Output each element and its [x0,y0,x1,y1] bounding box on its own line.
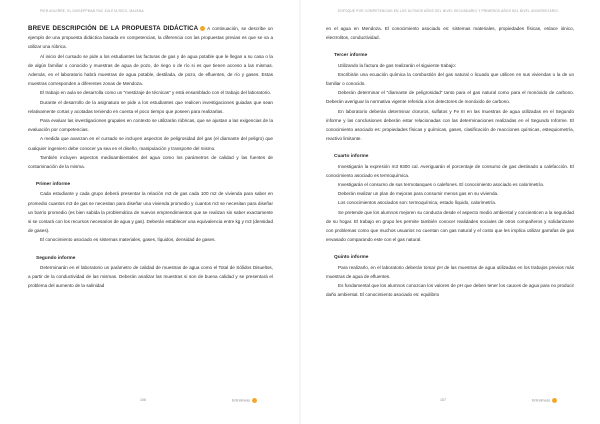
paragraph: Investigarán el consumo de sus termotanques o calefones. El conocimiento asociado es calorimetría. [338,182,545,188]
paragraph: Durante el desarrollo de la asignatura se pide a los estudiantes que realicen investigaciones guiadas que sean relativamente cortas y acotadas teniendo en cuenta el poco tiempo que poseen para realizarlas. [28,99,273,114]
paragraph: A medida que avanzan en el cursado se incluyen aspectos de peligrosidad del gas (el diamante del peligro) que cualquier ingeniero debe conocer ya sea en el diseño, manipulación y transporte del mismo. [28,136,273,151]
subheading-tercer-informe: Tercer informe [334,53,368,59]
paragraph: Deberán determinar el "diamante de peligrosidad" tanto para el gas natural como para el monóxido de carbono. Deberán averiguar la normativa vigente referida a los detectores de monóxido de carbono. [326,90,574,105]
paragraph: Para evaluar las investigaciones grupales en contexto se utilizarán rúbricas, que se ajustan a las exigencias de la evaluación por competencias. [28,118,273,133]
running-head-left: PIER AGUIRRE, EL DISSEPPMAN PAC ZULETA RICO, MALENA [40,9,144,13]
paragraph: También incluyen aspectos medioambientales del agua como los parámetros de calidad y las fuentes de contaminación de la misma. [28,154,273,170]
paragraph: Se pretende que los alumnos mejoren su conducta desde el aspecto medio ambiental y concienticen a la seguridad de su hogar. El trabajo en grupo les permite también conocer realidades sociales de otros compañeros y solidarizarse con problemas como que muchos usuarios no cuentan con gas natural y el costo que les implica utilizar garrafas de gas envasado comparando este con el gas natural. [326,209,574,243]
paragraph: Escribirán una ecuación química la combustión del gas natural o licuado que utilicen en sus viviendas o la de un familiar o conocido. [326,71,574,87]
paragraph: Es fundamental que los alumnos conozcan los valores de pH que deben tener los cauces de agua para no producir daño ambiental. El conocimiento asociado es: equilibrio [326,283,574,298]
footer-brand-left [232,398,257,403]
brand-name: Entrelíneas [232,398,251,403]
paragraph: Cada estudiante y cada grupo deberá presentar la relación m3 de gas cada 100 m2 de vivienda para saber en promedio cuantos m3 de gas se necesitan para diseñar una vivienda promedio y cuantos m3 se necesitan para diseñar un barrio promedio (es bien sabida la problemática de nuevos emprendimientos que se realizan sin saber exactamente si se contará con los recursos necesarios de agua y gas). Deberán establecer una equivalencia entre kg y m3 (densidad de gases). [28,191,273,234]
subheading-cuarto-informe: Cuarto informe [334,154,369,160]
subheading-segundo-informe: Segundo informe [36,255,76,261]
intro-text: A continuación, se describe un ejemplo de una propuesta didáctica basada en competencias, la diferencia con las propuestas previas es que se va a utilizar una rúbrica. [28,26,273,50]
page-number-left: 106 [140,398,146,402]
paragraph: El conocimiento asociado es sistemas materiales, gases, líquidos, densidad de gases. [40,237,216,243]
paragraph: Determinarán en el laboratorio un parámetro de calidad de muestras de agua como el Total de Sólidos Disueltos, a partir de la conductividad de las mismas. Deberán analizar las muestras si son de buena calidad y se presentará el problema del aumento de la salinidad [28,264,273,289]
paragraph: Utilizando la factura de gas realizarán el siguiente trabajo: [338,62,456,68]
paragraph: en el agua en Mendoza. El conocimiento asociado es: sistemas materiales, propiedades físicas, enlace iónico, electrolitos, conductividad. [326,26,574,41]
footer-brand-right [532,398,557,403]
section-heading: BREVE DESCRIPCIÓN DE LA PROPUESTA DIDÁCTICA [28,25,199,32]
subheading-quinto-informe: Quinto informe [334,255,369,261]
brand-logo-icon [552,398,557,403]
subheading-primer-informe: Primer informe [36,182,71,188]
paragraph: Para realizarlo, en el laboratorio deberán tomar pH de las muestras de agua utilizadas en los trabajos previos más muestras de agua de efluentes. [326,264,574,279]
paragraph: El trabajo en aula se desarrolla como un "mestizaje de técnicas" y está ensamblado con el trabajo del laboratorio. [40,90,272,96]
paragraph: En laboratorio deberán determinar cloruros, sulfatos y Fe III en las muestras de agua utilizadas en el Segundo informe y las conclusiones deberán estar relacionadas con las determinaciones realizadas en el Segundo Informe. El conocimiento asociado es: propiedades físicas y químicas, gases, clasificación de reacciones químicas, estequiometría, reactivo limitante. [326,108,574,142]
paragraph: Los conocimientos asociados son: termoquímica, estado líquido, calorimetría. [338,200,497,206]
paragraph: Deberán realizar un plan de mejoras para consumir menos gas en su vivienda. [338,191,499,197]
page-number-right: 107 [440,398,446,402]
left-body [28,24,273,290]
intro-paragraph [28,24,273,52]
brand-logo-icon [252,398,257,403]
brand-name: Entrelíneas [532,398,551,403]
paragraph: Investigarán la expresión m3 9300 cal. Averiguarán el porcentaje de consumo de gas destinado a calefacción. El conocimiento asociado es termoquímica. [326,163,574,178]
right-body [326,24,574,299]
running-head-right: ENFOQUE POR COMPETENCIAS EN LOS ÚLTIMOS AÑOS DEL NIVEL SECUNDARIO Y PRIMEROS AÑOS DEL NIVEL UNIVERSITARIO [338,9,559,13]
paragraph: Al inicio del cursado se pide a los estudiantes las facturas de gas y de agua potable que le llegan a su casa o la de algún familiar o conocido y muestras de agua de pozo, de riego o de río si es que tienen acceso a las mismas. Además, en el laboratorio habrá muestras de agua potable, destilada, de pozo, de efluentes, de río y gases. Estas muestras corresponden a diferentes zonas de Mendoza. [28,53,273,87]
right-page [300,0,600,424]
